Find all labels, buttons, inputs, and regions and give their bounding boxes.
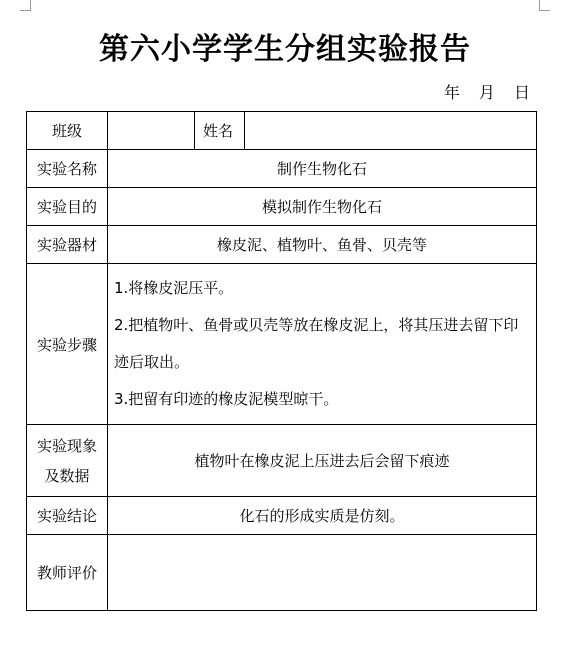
- phenomenon-label-line-1: 实验现象: [36, 436, 97, 455]
- page-corner-mark-right: [539, 0, 550, 11]
- experiment-name-value[interactable]: 制作生物化石: [108, 150, 537, 188]
- table-row-teacher-comment: [27, 535, 537, 611]
- table-row-purpose: [27, 188, 537, 226]
- steps-value[interactable]: [108, 264, 537, 425]
- materials-value[interactable]: 橡皮泥、植物叶、鱼骨、贝壳等: [108, 226, 537, 264]
- table-row-steps: [27, 264, 537, 425]
- phenomenon-value[interactable]: 植物叶在橡皮泥上压进去后会留下痕迹: [108, 425, 537, 497]
- conclusion-label: 实验结论: [27, 497, 108, 535]
- conclusion-value[interactable]: 化石的形成实质是仿刻。: [108, 497, 537, 535]
- table-row-class: [27, 112, 537, 150]
- report-title: 第六小学学生分组实验报告: [99, 32, 471, 67]
- step-1: 1.将橡皮泥压平。: [114, 279, 234, 297]
- name-label: 姓名: [195, 112, 245, 150]
- step-3: 3.把留有印迹的橡皮泥模型晾干。: [114, 390, 339, 408]
- step-2: 2.把植物叶、鱼骨或贝壳等放在橡皮泥上，将其压进去留下印迹后取出。: [114, 316, 519, 371]
- class-value[interactable]: [108, 112, 195, 150]
- table-row-conclusion: [27, 497, 537, 535]
- purpose-label: 实验目的: [27, 188, 108, 226]
- phenomenon-label-line-2: 及数据: [44, 466, 90, 485]
- name-value[interactable]: [245, 112, 537, 150]
- steps-label: 实验步骤: [27, 264, 108, 425]
- table-row-experiment-name: [27, 150, 537, 188]
- experiment-name-label: 实验名称: [27, 150, 108, 188]
- class-label: 班级: [27, 112, 108, 150]
- teacher-comment-value[interactable]: [108, 535, 537, 611]
- teacher-comment-label: 教师评价: [27, 535, 108, 611]
- table-row-materials: [27, 226, 537, 264]
- page-corner-mark-left: [20, 0, 31, 11]
- report-table: [26, 111, 537, 611]
- phenomenon-label: [27, 425, 108, 497]
- table-row-phenomenon: [27, 425, 537, 497]
- date-line: 年 月 日: [443, 83, 530, 102]
- purpose-value[interactable]: 模拟制作生物化石: [108, 188, 537, 226]
- materials-label: 实验器材: [27, 226, 108, 264]
